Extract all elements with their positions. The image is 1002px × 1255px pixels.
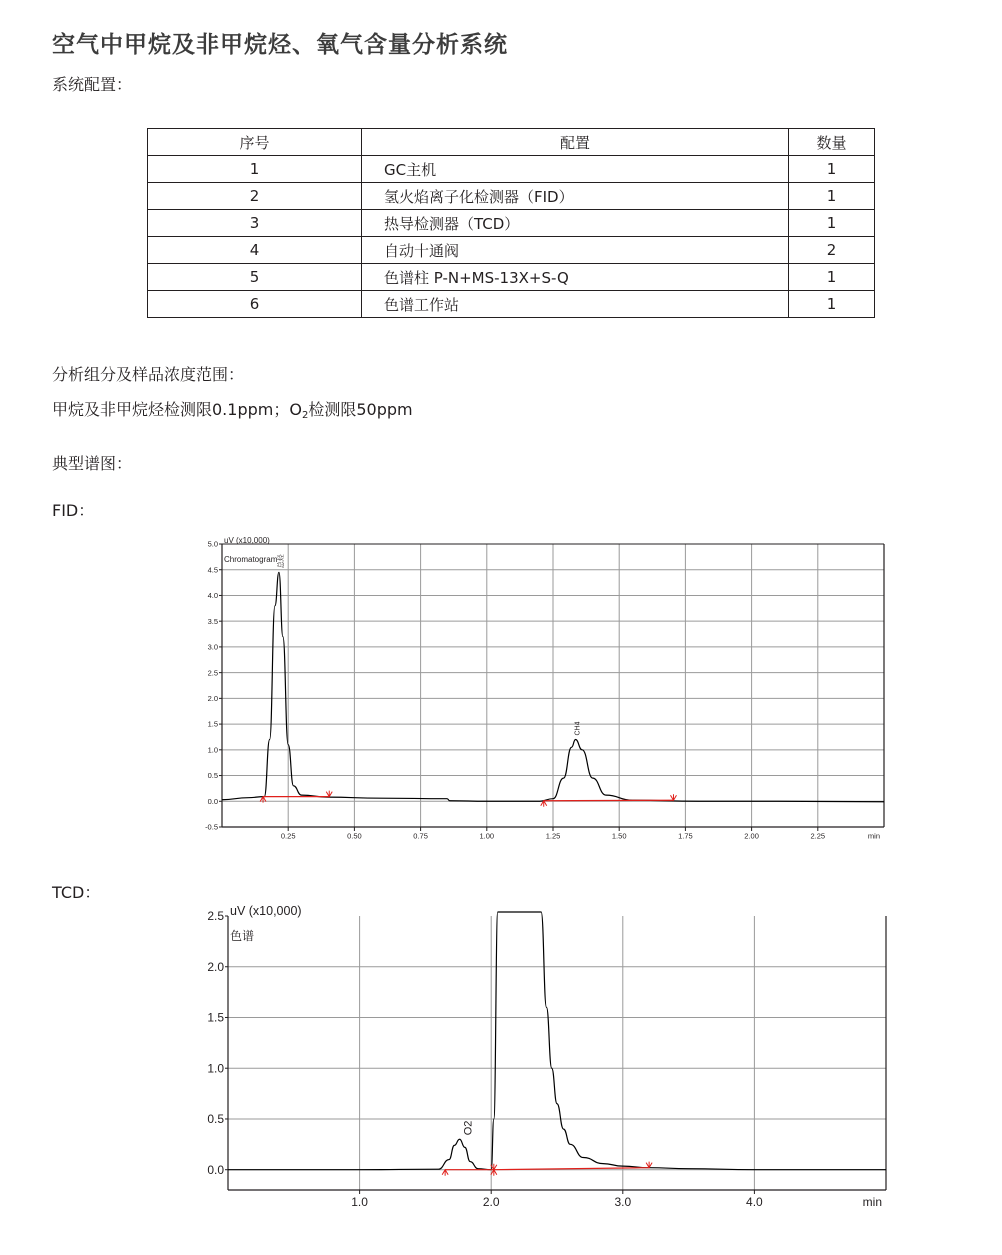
y-tick-label: 1.5 bbox=[207, 719, 218, 729]
integration-baseline bbox=[544, 800, 674, 801]
x-tick-label: 0.25 bbox=[280, 831, 296, 841]
x-tick-label: 3.0 bbox=[614, 1195, 632, 1209]
header-no: 序号 bbox=[148, 129, 362, 156]
table-row bbox=[148, 210, 875, 237]
x-tick-label: 4.0 bbox=[746, 1195, 763, 1209]
y-tick-label: 2.5 bbox=[207, 668, 218, 678]
row-config: 热导检测器（TCD） bbox=[362, 210, 789, 237]
tcd-chromatogram bbox=[0, 900, 1002, 1215]
row-count: 2 bbox=[789, 237, 875, 264]
legend-label: 色谱 bbox=[230, 929, 255, 943]
fid-label: FID： bbox=[52, 501, 95, 520]
peak-marker bbox=[442, 1170, 448, 1176]
range-label: 分析组分及样品浓度范围： bbox=[52, 365, 245, 384]
limits-prefix: 甲烷及非甲烷烃检测限0.1ppm；O bbox=[52, 400, 302, 419]
row-no: 1 bbox=[148, 156, 362, 183]
row-no: 2 bbox=[148, 183, 362, 210]
y-axis-label: uV (x10,000) bbox=[230, 904, 302, 918]
config-label: 系统配置： bbox=[52, 75, 133, 94]
page-title: 空气中甲烷及非甲烷烃、氧气含量分析系统 bbox=[52, 32, 508, 58]
header-count: 数量 bbox=[789, 129, 875, 156]
x-tick-label: 0.50 bbox=[347, 831, 362, 841]
y-tick-label: 2.0 bbox=[207, 959, 224, 974]
row-no: 3 bbox=[148, 210, 362, 237]
peak-marker bbox=[326, 791, 332, 797]
row-no: 6 bbox=[148, 291, 362, 318]
x-axis-label: min bbox=[867, 831, 880, 841]
header-config: 配置 bbox=[362, 129, 789, 156]
row-config: GC主机 bbox=[362, 156, 789, 183]
x-tick-label: 2.00 bbox=[744, 831, 759, 841]
y-tick-label: 0.0 bbox=[207, 1162, 224, 1177]
row-count: 1 bbox=[789, 291, 875, 318]
y-tick-label: 0.5 bbox=[207, 771, 218, 781]
y-tick-label: 1.0 bbox=[207, 745, 218, 755]
table-row bbox=[148, 237, 875, 264]
row-count: 1 bbox=[789, 264, 875, 291]
table-header-row bbox=[148, 129, 875, 156]
limits-subscript: 2 bbox=[301, 410, 309, 421]
y-tick-label: 2.0 bbox=[207, 693, 218, 703]
y-tick-label: 4.0 bbox=[207, 591, 218, 601]
y-tick-label: 1.5 bbox=[207, 1010, 224, 1025]
row-count: 1 bbox=[789, 156, 875, 183]
x-tick-label: 1.25 bbox=[545, 831, 561, 841]
x-tick-label: 1.0 bbox=[351, 1195, 368, 1209]
peak-label: CH4 bbox=[574, 721, 582, 736]
row-config: 色谱柱 P-N+MS-13X+S-Q bbox=[362, 264, 789, 291]
typical-label: 典型谱图： bbox=[52, 454, 133, 473]
row-no: 5 bbox=[148, 264, 362, 291]
x-tick-label: 2.0 bbox=[482, 1195, 500, 1209]
y-tick-label: 5.0 bbox=[207, 539, 218, 549]
y-tick-label: 2.5 bbox=[207, 909, 224, 924]
y-tick-label: -0.5 bbox=[205, 822, 218, 832]
row-config: 自动十通阀 bbox=[362, 237, 789, 264]
x-tick-label: 1.00 bbox=[479, 831, 495, 841]
peak-marker bbox=[670, 794, 676, 800]
row-no: 4 bbox=[148, 237, 362, 264]
table-row bbox=[148, 264, 875, 291]
y-tick-label: 1.0 bbox=[207, 1061, 224, 1076]
limits-suffix: 检测限50ppm bbox=[308, 400, 413, 419]
row-config: 色谱工作站 bbox=[362, 291, 789, 318]
tcd-label: TCD： bbox=[52, 883, 101, 902]
y-tick-label: 0.0 bbox=[207, 796, 218, 806]
x-tick-label: 1.50 bbox=[611, 831, 627, 841]
peak-label: 总烃 bbox=[277, 554, 285, 569]
chromatogram-trace bbox=[228, 912, 886, 1170]
y-axis-label: uV (x10,000) bbox=[224, 536, 270, 545]
peak-label: O2 bbox=[462, 1120, 475, 1136]
y-tick-label: 4.5 bbox=[207, 565, 218, 575]
y-tick-label: 0.5 bbox=[207, 1112, 224, 1127]
x-tick-label: 0.75 bbox=[413, 831, 428, 841]
x-axis-label: min bbox=[862, 1195, 882, 1209]
detection-limits bbox=[52, 397, 413, 421]
config-table bbox=[147, 128, 875, 318]
row-count: 1 bbox=[789, 183, 875, 210]
table-row bbox=[148, 156, 875, 183]
legend-label: Chromatogram bbox=[224, 555, 278, 564]
fid-chromatogram bbox=[0, 530, 1002, 845]
row-count: 1 bbox=[789, 210, 875, 237]
x-tick-label: 1.75 bbox=[678, 831, 693, 841]
table-row bbox=[148, 291, 875, 318]
x-tick-label: 2.25 bbox=[810, 831, 826, 841]
peak-marker bbox=[646, 1162, 652, 1168]
y-tick-label: 3.0 bbox=[207, 642, 218, 652]
table-row bbox=[148, 183, 875, 210]
y-tick-label: 3.5 bbox=[207, 616, 218, 626]
peak-marker bbox=[491, 1170, 497, 1176]
row-config: 氢火焰离子化检测器（FID） bbox=[362, 183, 789, 210]
